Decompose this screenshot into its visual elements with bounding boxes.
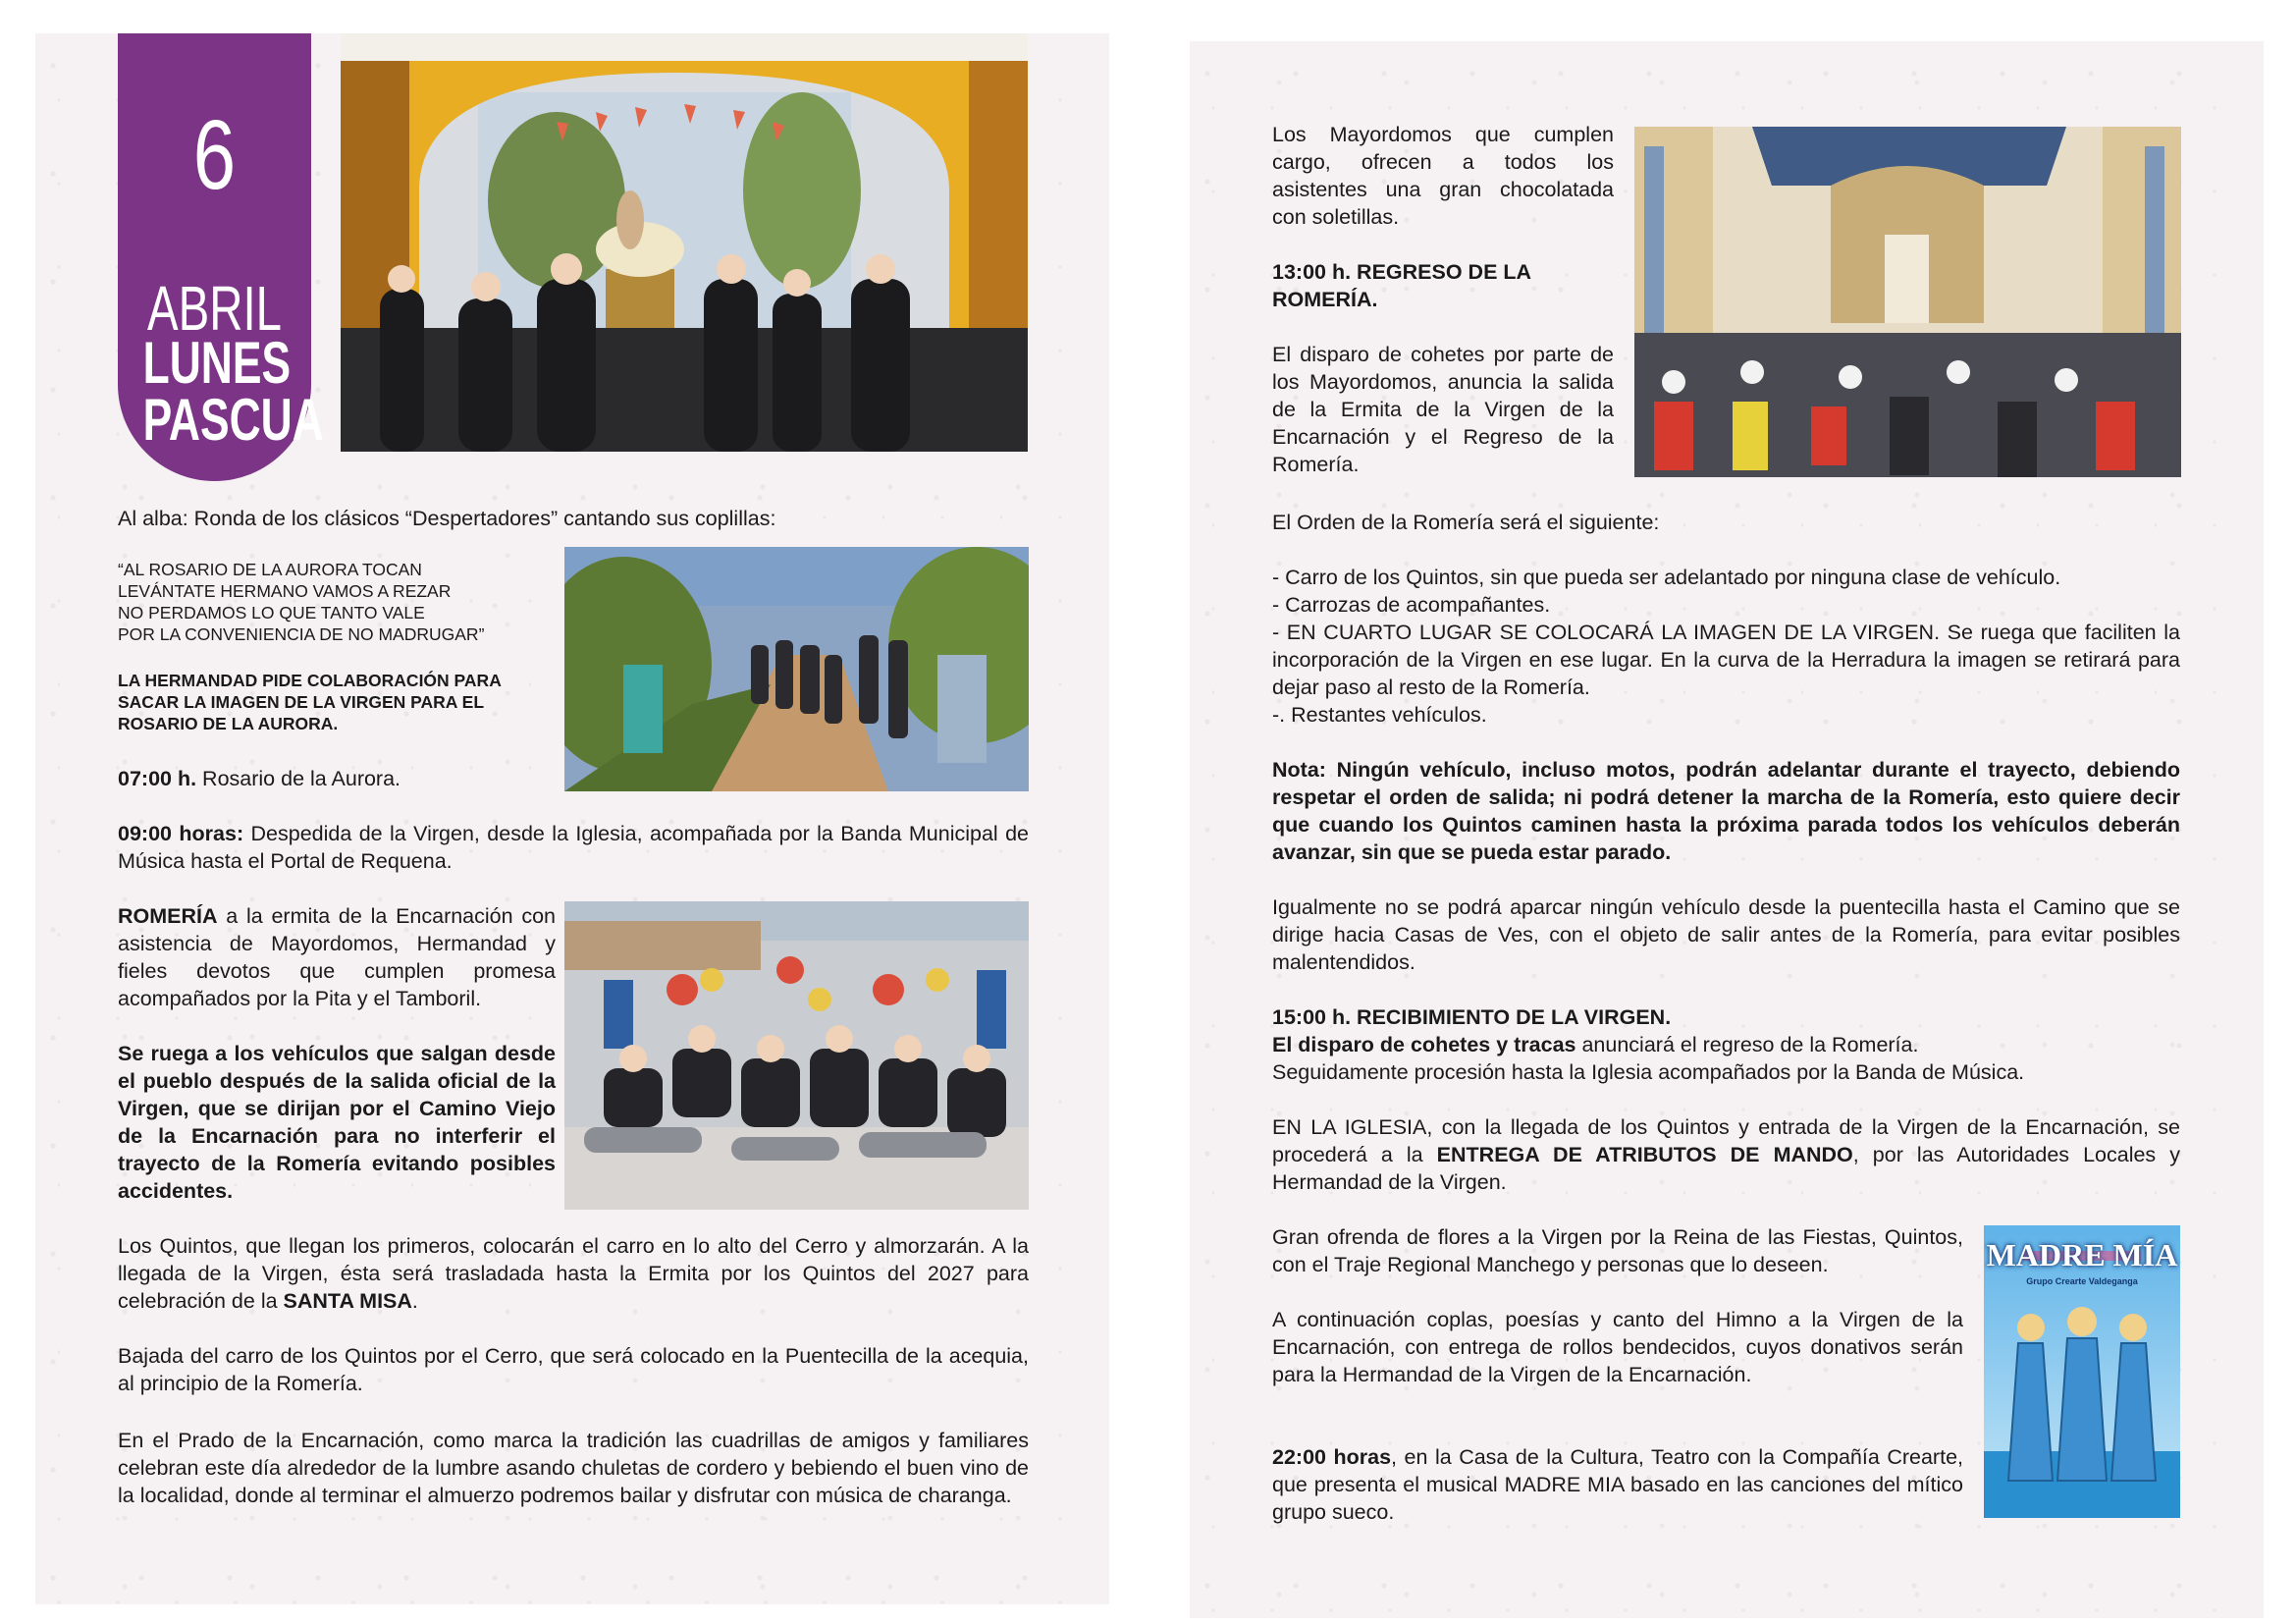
rockets-paragraph: El disparo de cohetes por parte de los Mayordomos, anuncia la salida de la Ermita de la Virgen de la Encarnación y el Regreso de la Romería. [1272, 343, 1614, 476]
verse-line: POR LA CONVENIENCIA DE NO MADRUGAR” [118, 624, 485, 644]
church-paragraph [1272, 1113, 2180, 1196]
reception-block [1272, 1003, 2180, 1086]
romeria-paragraph [118, 902, 556, 1012]
prado-paragraph: En el Prado de la Encarnación, como marca la tradición las cuadrillas de amigos y familiares celebran este día alrededor de la lumbre asando chuletas de cordero y bebiendo el buen vino de la localidad, donde al terminar el almuerzo podremos bailar y disfrutar con música de charanga. [118, 1429, 1029, 1507]
brotherhood-request: LA HERMANDAD PIDE COLABORACIÓN PARA SACAR LA IMAGEN DE LA VIRGEN PARA EL ROSARIO DE LA AURORA. [118, 671, 502, 733]
date-month: ABRIL [147, 273, 282, 344]
santa-misa: SANTA MISA [283, 1289, 412, 1313]
reception-bold: El disparo de cohetes y tracas [1272, 1033, 1576, 1056]
theatre-time: 22:00 horas [1272, 1445, 1392, 1469]
church-bold: ENTREGA DE ATRIBUTOS DE MANDO [1436, 1143, 1853, 1166]
order-item: -. Restantes vehículos. [1272, 703, 1487, 727]
vehicle-request: Se ruega a los vehículos que salgan desde el pueblo después de la salida oficial de la Virgen, que se dirijan por el Camino Viejo de la Encarnación para no interferir el trayecto de la Romería evitando posibles accidentes. [118, 1042, 556, 1203]
poster-title: MADRE MÍA [1986, 1237, 2178, 1272]
romeria-text: a la ermita de la Encarnación con asistencia de Mayordomos, Hermandad y fieles devotos que cumplen promesa acompañados por la Pita y el Tamboril. [118, 904, 556, 1010]
quintos-paragraph [118, 1232, 1029, 1315]
church-end: , por las Autoridades Locales y Hermandad de la Virgen. [1272, 1143, 2180, 1194]
procession-text: Seguidamente procesión hasta la Iglesia acompañados por la Banda de Música. [1272, 1060, 2025, 1084]
romeria-title: ROMERÍA [118, 904, 218, 928]
hymn-paragraph: A continuación coplas, poesías y canto del Himno a la Virgen de la Encarnación, con entrega de rollos bendecidos, cuyos donativos serán para la Hermandad de la Virgen de la Encarnación. [1272, 1308, 1963, 1386]
rosary-text: Rosario de la Aurora. [196, 767, 401, 790]
madre-mia-poster [1984, 1225, 2180, 1518]
quintos-end: . [411, 1289, 418, 1313]
farewell-time: 09:00 horas: [118, 822, 244, 845]
theatre-text: , en la Casa de la Cultura, Teatro con la Compañía Crearte, que presenta el musical MADRE MIA basado en las canciones del mítico grupo sueco. [1272, 1445, 1963, 1524]
order-list [1272, 564, 2180, 729]
order-intro: El Orden de la Romería será el siguiente: [1272, 511, 1660, 534]
reception-text: anunciará el regreso de la Romería. [1575, 1033, 1919, 1056]
farewell-text: Despedida de la Virgen, desde la Iglesia, acompañada por la Banda Municipal de Música hasta el Portal de Requena. [118, 822, 1030, 873]
verse-line: NO PERDAMOS LO QUE TANTO VALE [118, 603, 425, 623]
order-item: - Carro de los Quintos, sin que pueda ser adelantado por ninguna clase de vehículo. [1272, 566, 2061, 589]
theatre-paragraph [1272, 1443, 1963, 1526]
return-heading: 13:00 h. REGRESO DE LA ROMERÍA. [1272, 260, 1531, 311]
verse-block [118, 559, 550, 645]
church-interior-photo [1634, 127, 2181, 477]
order-item: - Carrozas de acompañantes. [1272, 593, 1551, 617]
verse-line: “AL ROSARIO DE LA AURORA TOCAN [118, 560, 422, 579]
date-day: 6 [192, 100, 237, 210]
church-text: EN LA IGLESIA, con la llegada de los Quintos y entrada de la Virgen de la Encarnación, se procederá a la [1272, 1115, 2180, 1166]
rosary-line [118, 765, 560, 792]
quintos-group-photo [564, 901, 1029, 1210]
intro-text: Al alba: Ronda de los clásicos “Despertadores” cantando sus coplillas: [118, 507, 776, 530]
date-holiday: PASCUA [142, 387, 324, 453]
rosary-path-photo [564, 547, 1029, 791]
note-paragraph: Nota: Ningún vehículo, incluso motos, podrán adelantar durante el trayecto, debiendo respetar el orden de salida; ni podrá detener la marcha de la Romería, esto quiere decir que cuando los Quintos caminen hasta la próxima parada todos los vehículos deberán avanzar, sin que se pueda estar parado. [1272, 758, 2180, 864]
farewell-paragraph [118, 820, 1029, 875]
procession-arch-photo [341, 33, 1028, 452]
reception-heading: 15:00 h. RECIBIMIENTO DE LA VIRGEN. [1272, 1005, 1672, 1029]
offering-paragraph: Gran ofrenda de flores a la Virgen por la Reina de las Fiestas, Quintos, con el Traje Regional Manchego y personas que lo deseen. [1272, 1225, 1963, 1276]
order-item: - EN CUARTO LUGAR SE COLOCARÁ LA IMAGEN DE LA VIRGEN. Se ruega que faciliten la incorporación de la Virgen en ese lugar. En la curva de la Herradura la imagen se retirará para dejar paso al resto de la Romería. [1272, 621, 2180, 699]
rosary-time: 07:00 h. [118, 767, 197, 790]
verse-line: LEVÁNTATE HERMANO VAMOS A REZAR [118, 581, 452, 601]
chocolate-paragraph: Los Mayordomos que cumplen cargo, ofrecen a todos los asistentes una gran chocolatada con soletillas. [1272, 123, 1614, 229]
date-badge [118, 33, 324, 481]
descent-paragraph: Bajada del carro de los Quintos por el Cerro, que será colocado en la Puentecilla de la acequia, al principio de la Romería. [118, 1344, 1029, 1395]
parking-paragraph: Igualmente no se podrá aparcar ningún vehículo desde la puentecilla hasta el Camino que se dirige hacia Casas de Ves, con el objeto de salir antes de la Romería, para evitar posibles malentendidos. [1272, 895, 2180, 974]
poster-subtitle: Grupo Crearte Valdeganga [2026, 1276, 2138, 1286]
date-weekday: LUNES [142, 330, 292, 396]
quintos-text: Los Quintos, que llegan los primeros, colocarán el carro en lo alto del Cerro y almorzarán. A la llegada de la Virgen, ésta será trasladada hasta la Ermita por los Quintos del 2027 para celebración de la [118, 1234, 1029, 1313]
